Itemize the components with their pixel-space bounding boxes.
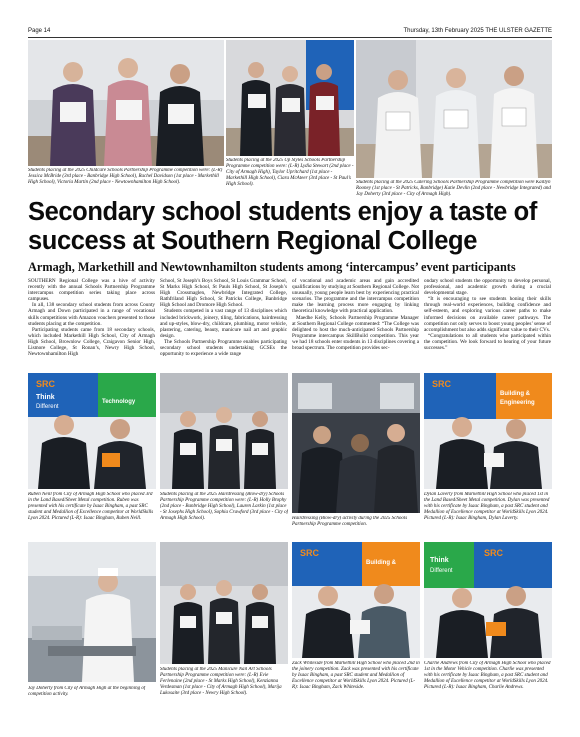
photo-charlie-andrews [424,542,552,658]
paragraph: SOUTHERN Regional College was a hive of activity recently with the annual Schools Partnership Programme intercampus competition series taking place across campuses. [28,278,155,303]
article-column-2 [160,278,287,370]
photo-upstyles-winners [226,40,354,156]
photo-ruben-neill [28,373,156,489]
caption-upstyles: Students placing at the 2025 Up Styles Schools Partnership Programme competition were: (L-R) Lydia Stewart (2nd place - City of Armagh High), Taylor Upritchard (1st place - Markethill High School), Ciara McAteer (3rd place - St Paul’s High School). [226,158,354,187]
caption-dylan-laverty: Dylan Laverty from Markethill High School who placed 1st in the Land Based/Sheet Metal competition. Dylan was presented with his certificate by Isaac Bingham, a past SRC student and Medallion of Excellence competitor at WorldSkills Lyon 2024. Pictured (L-R): Isaac Bingham, Dylan Laverty. [424,492,550,521]
src-logo-text: SRC [36,379,56,389]
article-column-1 [28,278,155,370]
photo-dylan-laverty [424,373,552,489]
paragraph: ondary school students the opportunity to develop personal, professional, and academic growth during a crucial developmental stage. [424,278,551,297]
caption-catering: Students placing at the 2025 Catering Schools Partnership Programme competition were Kaitlyn Rooney (1st place - St Patricks, Banbridge) Katie Devlin (2nd place - Newbridge Integrated) and Jay Doherty (3rd place - City of Armagh High). [356,180,551,197]
caption-zack-whiteside: Zack Whiteside from Markethill High School who placed 2nd in the joinery competition. Zack was presented with his certificate by Isaac Bingham, a past SRC student and Medallion of Excellence competitor at WorldSkills Lyon 2024. Pictured (L-R): Isaac Bingham, Zack Whiteside. [292,661,420,690]
photo-childcare-winners [28,40,224,166]
paragraph: of vocational and academic areas and gain accredited qualifications by studying at Southern Regional College. Not unusually, young people learn best by experiencing practical scenarios. The programme and the intercampus competition make the learning process more engaging by linking theoretical knowledge with practical application. [292,278,419,315]
subheadline: Armagh, Markethill and Newtownhamilton students among ‘intercampus’ event participants [28,260,516,274]
caption-charlie-andrews: Charlie Andrews from City of Armagh High School who placed 1st in the Motor Vehicle competition. Charlie was presented with his certificate by Isaac Bingham, a past SRC student and Medallion of Excellence competitor at WorldSkills Lyon 2024. Pictured (L-R): Isaac Bingham, Charlie Andrews. [424,661,551,690]
banner-building: Building & [366,560,396,566]
headline: Secondary school students enjoy a taste of success at Southern Regional College [28,198,537,255]
paragraph: Participating students came from 18 secondary schools, which included Markethill High School, City of Armagh High School, Brownlow College, Craigavon Senior High, Lismore College, St Ronan’s, Newry High School, Newtownhamilton High [28,326,155,358]
paragraph: Students competed in a vast range of 13 disciplines which included brickwork, joinery, tiling, fabrications, hairdressing and up-styles, blow-dry, childcare, plumbing, motor vehicle, plastering, catering, beauty, manicure nail art and graphic design. [160,308,287,339]
caption-ruben-neill: Ruben Neill from City of Armagh High School who placed 3rd in the Land Based/Sheet Metal competition. Ruben was presented with his certificate by Isaac Bingham, a past SRC student and Medallion of Excellence competitor at WorldSkills Lyon 2024. Pictured (L-R): Isaac Bingham, Ruben Neill. [28,492,154,521]
masthead [28,26,552,38]
photo-zack-whiteside [292,542,420,658]
caption-manicure-winners: Students placing at the 2025 Manicure Nail Art Schools Partnership Programme competition were: (L-R) Evie Ferlenaine (2nd place - St Marks High School), Kenzianna Verdesman (1st place - City of Armagh High School), Marija Lukosaite (3rd place - Newry High School). [160,667,282,696]
photo-catering-winners [356,40,552,178]
paragraph: Maedhe Kelly, Schools Partnership Programme Manager at Southern Regional College commented: “The College was delighted to host the much-anticipated Schools Partnership Programme intercampus SkillBuild competition. This year we had 18 schools enter students in 13 disciplines covering a broad spectrum. The competition provides sec- [292,314,419,352]
banner-engineering: Engineering [500,400,535,406]
banner-technology: Technology [102,399,136,405]
src-logo-text: SRC [484,548,504,558]
caption-hairdressing-activity: Hairdressing (Blow-dry) activity during the 2025 Schools Partnership Programme competition. [292,516,408,527]
photo-hairdressing-activity [292,373,420,513]
article-column-3 [292,278,419,370]
page-number: Page 14 [28,28,51,34]
paragraph: “It is encouraging to see students honing their skills through real-world experiences, building confidence and self-esteem, and exploring various career paths to make informed decisions on available career pathways. The competition not only serves to boost young peoples’ sense of accomplishment but also adds significant value to their CVs. [424,296,551,333]
caption-jay-doherty: Jay Doherty from City of Armagh High at the beginning of competition activity. [28,686,146,697]
paragraph: School, St Joseph’s Boys School, St Louis Grammar School, St Marks High School, St Pauls High School, St Joseph’s High Crossmaglen, Newbridge Integrated College, Rathfriland High School, St Patricks College, Banbridge High School and Dromore High School. [160,278,287,309]
caption-hairdressing-winners: Students placing at the 2025 Hairdressing (Blow-dry) Schools Partnership Programme competition were: (L-R) Holly Brophy (2nd place - Banbridge High School), Lauren Larkin (1st place - St Josephs High School), Sophia Crawford (3rd place - City of Armagh High School). [160,492,288,521]
photo-hairdressing-winners [160,373,288,489]
paragraph: “Congratulations to all students who participated within the competition. We look forward to hearing of your future successes.” [424,332,551,352]
src-logo-text: SRC [432,379,452,389]
paragraph: In all, 138 secondary school students from across County Armagh and Down participated in a range of vocational skills competitions with Amazon vouchers presented to those students placing at the competition. [28,302,155,327]
banner-building: Building & [500,391,530,397]
caption-childcare: Students placing at the 2025 Childcare Schools Partnership Programme competition were: (L-R) Jessica McBride (3rd place - Banbridge High School), Rachel Davidson (1st place - Markethill High School), Victoria Martin (2nd place - Newtownhamilton High School). [28,168,223,185]
photo-jay-doherty-kitchen [28,542,156,682]
paragraph: The Schools Partnership Programme enables participating secondary school students undertaking GCSEs the opportunity to experience a wide range [160,338,287,358]
banner-different: Different [430,568,453,574]
photo-manicure-winners [160,542,288,664]
src-logo-text: SRC [300,548,320,558]
banner-different: Different [36,404,59,410]
banner-think: Think [36,394,55,401]
banner-think: Think [430,557,449,564]
article-column-4 [424,278,551,370]
issue-date: Thursday, 13th February 2025 THE ULSTER GAZETTE [403,28,552,34]
